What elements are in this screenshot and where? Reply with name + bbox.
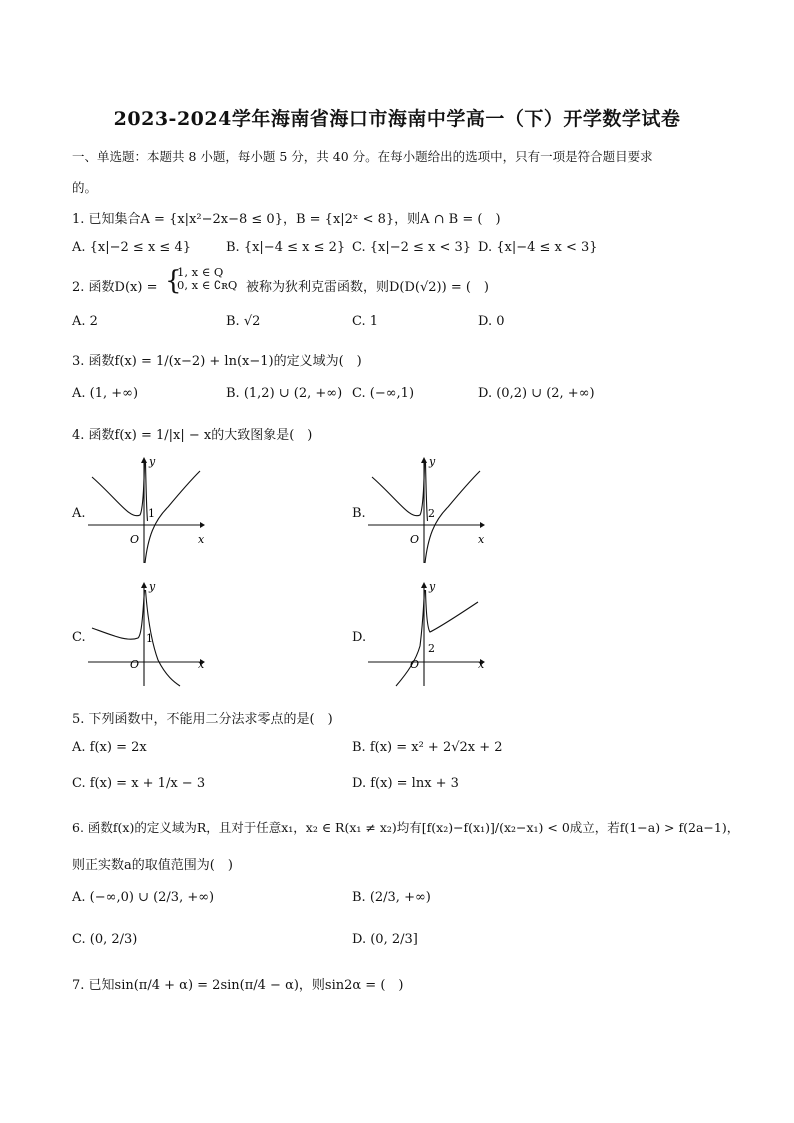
question-6-stem: 6. 函数f(x)的定义域为R，且对于任意x₁，x₂ ∈ R(x₁ ≠ x₂)均有[f(x₂)−f(x₁)]/(x₂−x₁) < 0成立，若f(1−a) > f(2a−1)， [72,820,740,835]
q4-option-c-label: C. [72,630,86,645]
graph-mark-4: 2 [428,642,435,655]
q2-option-d: D. 0 [478,314,505,329]
q6-option-d: D. (0, 2/3] [352,932,418,947]
case-2: 0, x ∈ ∁ʀQ [177,278,238,292]
origin-label: O [130,533,140,546]
question-4-stem: 4. 函数f(x) = 1/|x| − x的大致图象是( ) [72,428,313,443]
piecewise-cases [177,266,237,292]
y-axis-label: y [429,580,436,593]
origin-label: O [130,658,140,671]
q4-graph-c [88,580,208,690]
q2-option-c: C. 1 [352,314,379,329]
y-axis-label: y [149,580,156,593]
q1-option-b: B. {x|−4 ≤ x ≤ 2} [226,240,346,255]
brace-icon: { [165,266,182,296]
q6-option-a: A. (−∞,0) ∪ (2/3, +∞) [72,890,215,905]
q6-option-c: C. (0, 2/3) [72,932,138,947]
question-7-stem: 7. 已知sin(π/4 + α) = 2sin(π/4 − α)，则sin2α = ( ) [72,978,404,993]
q5-option-b: B. f(x) = x² + 2√2x + 2 [352,740,503,755]
question-3-stem: 3. 函数f(x) = 1/(x−2) + ln(x−1)的定义域为( ) [72,354,362,369]
q6-option-b: B. (2/3, +∞) [352,890,431,905]
q5-option-c: C. f(x) = x + 1/x − 3 [72,776,206,791]
q5-option-a: A. f(x) = 2x [72,740,147,755]
graph-mark-1: 1 [148,507,155,520]
graph-mark-3: 1 [146,632,153,645]
q4-option-b-label: B. [352,506,366,521]
q4-option-a-label: A. [72,506,86,521]
x-axis-label: x [198,533,205,546]
y-axis-label: y [149,455,156,468]
q2-option-a: A. 2 [72,314,98,329]
q1-option-a: A. {x|−2 ≤ x ≤ 4} [72,240,191,255]
case-1: 1, x ∈ Q [177,265,224,279]
paper-title: 2023-2024学年海南省海口市海南中学高一（下）开学数学试卷 [113,108,681,130]
q3-option-a: A. (1, +∞) [72,386,139,401]
section-heading: 一、单选题：本题共 8 小题，每小题 5 分，共 40 分。在每小题给出的选项中，只有一项是符合题目要求 [72,149,653,164]
question-5-stem: 5. 下列函数中，不能用二分法求零点的是( ) [72,712,333,727]
q5-option-d: D. f(x) = lnx + 3 [352,776,459,791]
question-2-stem-pre: 2. 函数D(x) = [72,280,158,295]
q2-option-b: B. √2 [226,314,261,329]
section-heading-cont: 的。 [72,180,98,195]
q4-option-d-label: D. [352,630,367,645]
question-2-stem-post: 被称为狄利克雷函数，则D(D(√2)) = ( ) [246,280,489,295]
q3-option-d: D. (0,2) ∪ (2, +∞) [478,386,595,401]
origin-label: O [410,658,420,671]
q4-graph-b [368,455,488,565]
q1-option-d: D. {x|−4 ≤ x < 3} [478,240,598,255]
question-6-stem-cont: 则正实数a的取值范围为( ) [72,858,233,873]
origin-label: O [410,533,420,546]
question-1-stem: 1. 已知集合A = {x|x²−2x−8 ≤ 0}，B = {x|2ˣ < 8}，则A ∩ B = ( ) [72,212,501,227]
q3-option-b: B. (1,2) ∪ (2, +∞) [226,386,343,401]
y-axis-label: y [429,455,436,468]
q1-option-c: C. {x|−2 ≤ x < 3} [352,240,472,255]
q3-option-c: C. (−∞,1) [352,386,415,401]
x-axis-label: x [478,658,485,671]
q4-graph-a [88,455,208,565]
x-axis-label: x [198,658,205,671]
q4-graph-d [368,580,488,690]
graph-mark-2: 2 [428,507,435,520]
x-axis-label: x [478,533,485,546]
